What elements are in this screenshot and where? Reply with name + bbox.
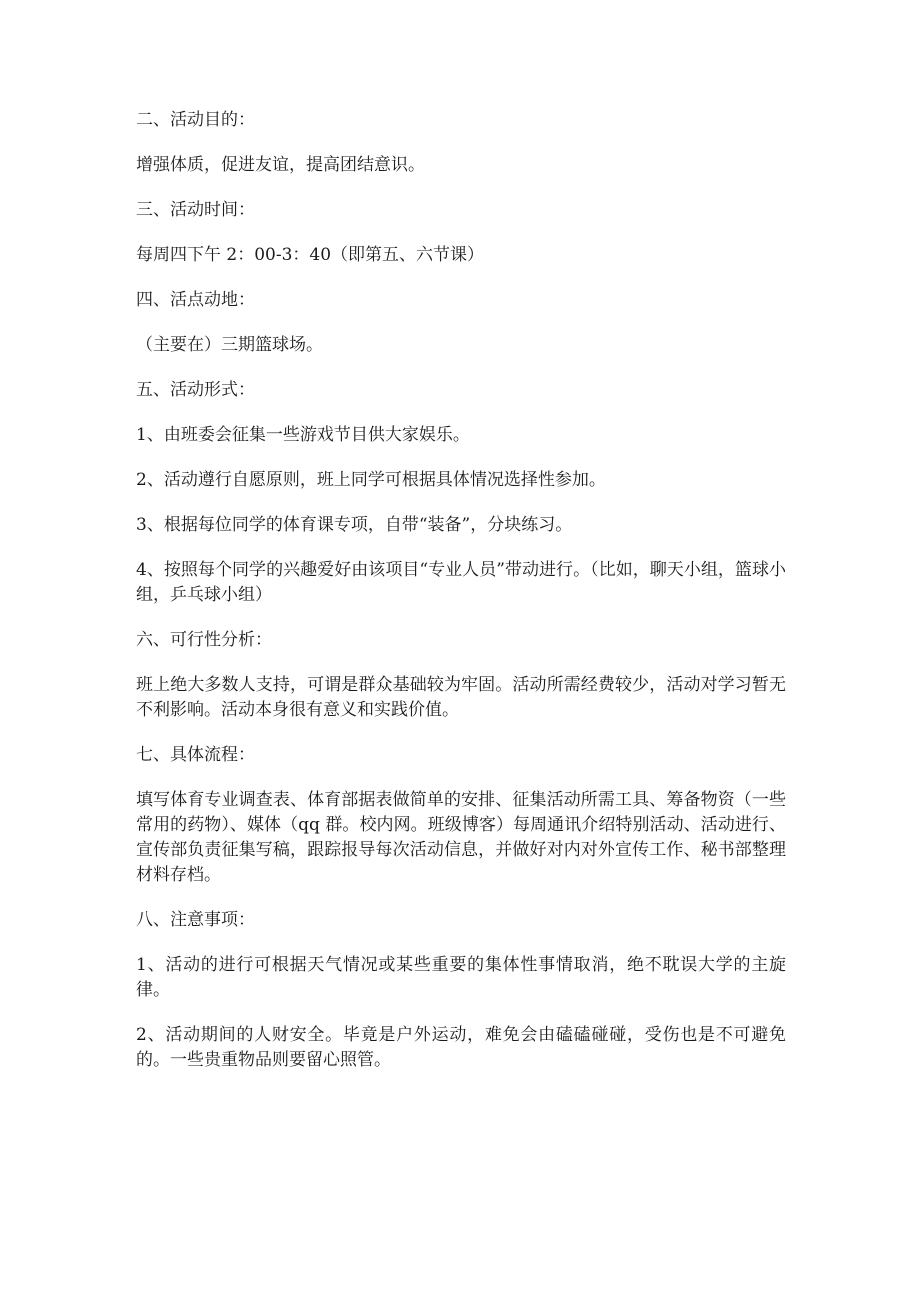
format-item-3: 3、根据每位同学的体育课专项，自带“装备”，分块练习。	[136, 515, 573, 535]
purpose-text: 增强体质，促进友谊，提高团结意识。	[136, 155, 425, 175]
format-item-1: 1、由班委会征集一些游戏节目供大家娱乐。	[136, 425, 470, 445]
time-text: 每周四下午 2：00-3：40（即第五、六节课）	[136, 245, 485, 265]
section-heading-feasibility: 六、可行性分析：	[136, 630, 272, 650]
section-heading-notes: 八、注意事项：	[136, 910, 255, 930]
location-text: （主要在）三期篮球场。	[136, 335, 323, 355]
feasibility-text: 班上绝大多数人支持，可谓是群众基础较为牢固。活动所需经费较少，活动对学习暂无不利影响。活动本身很有意义和实践价值。	[136, 675, 786, 720]
section-heading-time: 三、活动时间：	[136, 200, 255, 220]
document-body	[136, 108, 786, 1093]
notes-item-2: 2、活动期间的人财安全。毕竟是户外运动，难免会由磕磕碰碰，受伤也是不可避免的。一些贵重物品则要留心照管。	[136, 1025, 786, 1070]
format-item-2: 2、活动遵行自愿原则，班上同学可根据具体情况选择性参加。	[136, 470, 606, 490]
notes-item-1: 1、活动的进行可根据天气情况或某些重要的集体性事情取消，绝不耽误大学的主旋律。	[136, 955, 786, 1000]
section-heading-location: 四、活点动地：	[136, 290, 255, 310]
section-heading-process: 七、具体流程：	[136, 745, 255, 765]
section-heading-purpose: 二、活动目的：	[136, 110, 255, 130]
process-text: 填写体育专业调查表、体育部据表做简单的安排、征集活动所需工具、筹备物资（一些常用的药物）、媒体（qq 群。校内网。班级博客）每周通讯介绍特别活动、活动进行、宣传部负责征集写稿，跟踪报导每次活动信息，并做好对内对外宣传工作、秘书部整理材料存档。	[136, 790, 786, 885]
format-item-4: 4、按照每个同学的兴趣爱好由该项目“专业人员”带动进行。（比如，聊天小组，篮球小组，乒乓球小组）	[136, 560, 786, 605]
section-heading-format: 五、活动形式：	[136, 380, 255, 400]
